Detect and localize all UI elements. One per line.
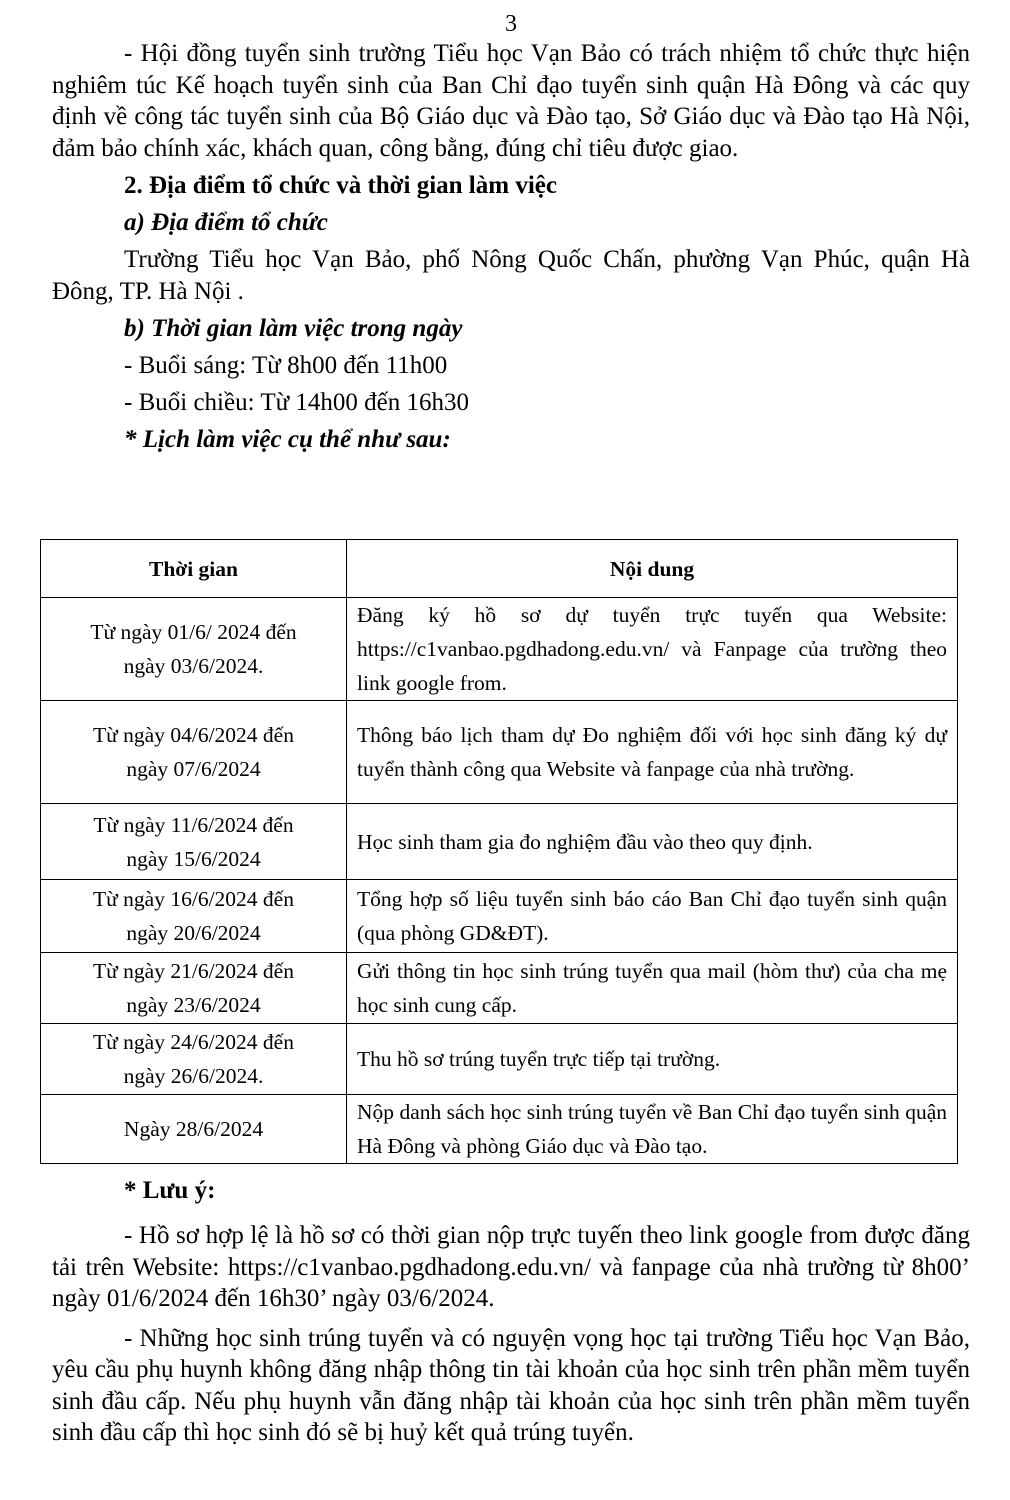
table-row (41, 1024, 958, 1095)
row-time (41, 1095, 347, 1164)
morning-hours: - Buổi sáng: Từ 8h00 đến 11h00 (124, 352, 448, 379)
time-line-2: ngày 03/6/2024. (123, 654, 264, 678)
row-time (41, 880, 347, 953)
note-paragraph-2: - Những học sinh trúng tuyển và có nguyện vọng học tại trường Tiểu học Vạn Bảo, yêu cầu phụ huynh không đăng nhập thông tin tài khoản của học sinh trên phần mềm tuyển sinh đầu cấp. Nếu phụ huynh vẫn đăng nhập tài khoản của học sinh trên phần mềm tuyển sinh đầu cấp thì học sinh đó sẽ bị huỷ kết quả trúng tuyển. (52, 1324, 970, 1446)
header-time: Thời gian (41, 540, 347, 598)
row-time (41, 1024, 347, 1095)
document-page (52, 0, 970, 455)
table-row (41, 598, 958, 701)
note-paragraph-1: - Hồ sơ hợp lệ là hồ sơ có thời gian nộp trực tuyến theo link google from được đăng tải trên Website: https://c1vanbao.pgdhadong.edu.vn/ và fanpage của nhà trường từ 8h00’ ngày 01/6/2024 đến 16h30’ ngày 03/6/2024. (52, 1222, 970, 1312)
table-header-row (41, 540, 958, 598)
header-content: Nội dung (347, 540, 958, 598)
row-time (41, 701, 347, 804)
note-section (52, 1175, 970, 1449)
table-row (41, 804, 958, 880)
table-row (41, 953, 958, 1024)
row-time (41, 804, 347, 880)
working-hours-heading: b) Thời gian làm việc trong ngày (124, 315, 463, 342)
time-line-2: ngày 20/6/2024 (126, 921, 261, 945)
time-line-1: Từ ngày 24/6/2024 đến (93, 1030, 294, 1054)
table-row (41, 701, 958, 804)
table-row (41, 880, 958, 953)
row-content: Học sinh tham gia đo nghiệm đầu vào theo quy định. (347, 804, 958, 880)
time-line-1: Từ ngày 16/6/2024 đến (93, 887, 294, 911)
time-line-1: Từ ngày 01/6/ 2024 đến (90, 620, 297, 644)
time-line-2: ngày 26/6/2024. (123, 1064, 264, 1088)
time-line-1: Ngày 28/6/2024 (123, 1117, 264, 1141)
row-content: Thu hồ sơ trúng tuyển trực tiếp tại trường. (347, 1024, 958, 1095)
location-text: Trường Tiểu học Vạn Bảo, phố Nông Quốc Chấn, phường Vạn Phúc, quận Hà Đông, TP. Hà Nội . (52, 246, 970, 305)
note-heading: * Lưu ý: (124, 1177, 216, 1204)
section-2-heading: 2. Địa điểm tổ chức và thời gian làm việc (124, 172, 557, 199)
time-line-1: Từ ngày 11/6/2024 đến (93, 812, 294, 837)
schedule-heading: * Lịch làm việc cụ thể như sau: (124, 426, 451, 453)
row-content: Nộp danh sách học sinh trúng tuyển về Ban Chỉ đạo tuyển sinh quận Hà Đông và phòng Giáo dục và Đào tạo. (347, 1095, 958, 1164)
location-heading: a) Địa điểm tổ chức (124, 209, 328, 236)
time-line-2: ngày 07/6/2024 (126, 757, 261, 781)
schedule-table (40, 539, 958, 1164)
row-content: Tổng hợp số liệu tuyển sinh báo cáo Ban Chỉ đạo tuyển sinh quận (qua phòng GD&ĐT). (347, 880, 958, 953)
row-time (41, 953, 347, 1024)
row-content: Gửi thông tin học sinh trúng tuyển qua mail (hòm thư) của cha mẹ học sinh cung cấp. (347, 953, 958, 1024)
table-row (41, 1095, 958, 1164)
time-line-1: Từ ngày 04/6/2024 đến (93, 723, 294, 747)
row-content: Thông báo lịch tham dự Đo nghiệm đối với học sinh đăng ký dự tuyển thành công qua Website và fanpage của nhà trường. (347, 701, 958, 804)
row-time (41, 598, 347, 701)
page-number: 3 (505, 11, 517, 37)
time-line-2: ngày 15/6/2024 (126, 846, 261, 871)
row-content: Đăng ký hồ sơ dự tuyển trực tuyến qua Website: https://c1vanbao.pgdhadong.edu.vn/ và Fanpage của trường theo link google from. (347, 598, 958, 701)
intro-paragraph: - Hội đồng tuyển sinh trường Tiểu học Vạn Bảo có trách nhiệm tổ chức thực hiện nghiêm túc Kế hoạch tuyển sinh của Ban Chỉ đạo tuyển sinh quận Hà Đông và các quy định về công tác tuyển sinh của Bộ Giáo dục và Đào tạo, Sở Giáo dục và Đào tạo Hà Nội, đảm bảo chính xác, khách quan, công bằng, đúng chỉ tiêu được giao. (52, 40, 970, 162)
time-line-1: Từ ngày 21/6/2024 đến (93, 959, 294, 983)
time-line-2: ngày 23/6/2024 (126, 993, 261, 1017)
afternoon-hours: - Buổi chiều: Từ 14h00 đến 16h30 (124, 389, 469, 416)
